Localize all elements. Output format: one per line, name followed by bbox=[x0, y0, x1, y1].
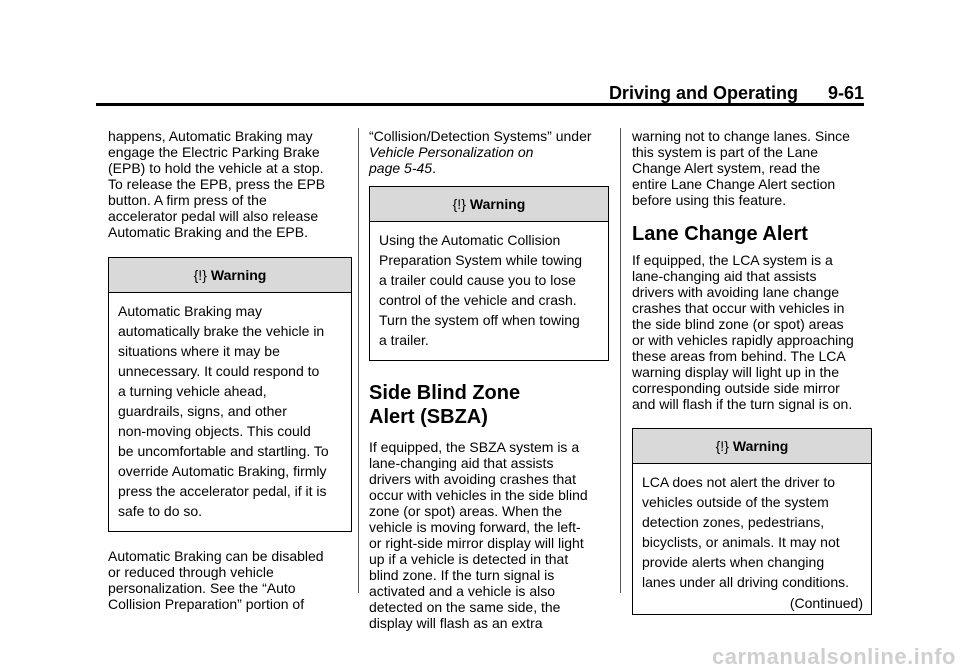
cross-reference-link[interactable]: Vehicle Personalization on bbox=[369, 144, 534, 160]
page-reference-link[interactable]: page 5-45 bbox=[369, 160, 433, 176]
page-number: 9-61 bbox=[827, 83, 864, 103]
warning-text: LCA does not alert the driver to vehicles outside of the system detection zones, pedestrians, bicyclists, or animals. It may not provide alerts when changing lanes under all driving conditions. (Continued) bbox=[642, 474, 863, 611]
warning-icon: {!} bbox=[193, 267, 207, 283]
warning-icon: {!} bbox=[452, 196, 466, 212]
watermark: carmanualsonline.info bbox=[712, 644, 956, 669]
column-divider bbox=[620, 128, 621, 593]
paragraph: happens, Automatic Braking may engage the Electric Parking Brake (EPB) to hold the vehicle at a stop. To release the EPB, press the EPB button. A firm press of the accelerator pedal will also release Automatic Braking and the EPB. bbox=[108, 128, 326, 240]
paragraph: Automatic Braking can be disabled or reduced through vehicle personalization. See the “Auto Collision Preparation” portion of bbox=[108, 548, 324, 612]
section-heading: Side Blind Zone Alert (SBZA) bbox=[369, 382, 521, 428]
warning-box bbox=[108, 257, 352, 532]
continued-label: (Continued) bbox=[789, 595, 863, 611]
paragraph: “Collision/Detection Systems” under Vehicle Personalization on page 5-45. bbox=[369, 128, 592, 176]
warning-icon: {!} bbox=[715, 438, 729, 454]
section-title: Driving and Operating bbox=[608, 83, 798, 103]
column-2 bbox=[369, 128, 609, 631]
paragraph: If equipped, the LCA system is a lane-changing aid that assists drivers with avoiding lane change crashes that occur with vehicles in the side blind zone (or spot) areas or with vehicles rapidly approaching these areas from behind. The LCA warning display will light up in the corresponding outside side mirror and will flash if the turn signal is on. bbox=[632, 252, 854, 412]
section-heading: Lane Change Alert bbox=[632, 223, 808, 245]
column-3 bbox=[632, 128, 872, 615]
warning-header: {!} Warning bbox=[633, 429, 871, 464]
warning-header: {!} Warning bbox=[370, 187, 608, 222]
warning-header: {!} Warning bbox=[109, 258, 351, 293]
warning-box bbox=[632, 428, 872, 615]
warning-box bbox=[369, 186, 609, 361]
header-rule bbox=[96, 103, 864, 106]
page-header bbox=[96, 83, 864, 103]
paragraph: If equipped, the SBZA system is a lane-changing aid that assists drivers with avoiding crashes that occur with vehicles in the side blind zone (or spot) areas. When the vehicle is moving forward, the left- or right-side mirror display will light up if a vehicle is detected in that blind zone. If the turn signal is activated and a vehicle is also detected on the same side, the display will flash as an extra bbox=[369, 439, 588, 631]
column-divider bbox=[358, 128, 359, 593]
paragraph: warning not to change lanes. Since this system is part of the Lane Change Alert system, read the entire Lane Change Alert section before using this feature. bbox=[632, 128, 850, 208]
warning-text: Using the Automatic Collision Preparation System while towing a trailer could cause you to lose control of the vehicle and crash. Turn the system off when towing a trailer. bbox=[379, 232, 583, 348]
warning-text: Automatic Braking may automatically brake the vehicle in situations where it may be unnecessary. It could respond to a turning vehicle ahead, guardrails, signs, and other non-moving objects. This could be uncomfortable and startling. To override Automatic Braking, firmly press the accelerator pedal, if it is safe to do so. bbox=[118, 303, 329, 519]
column-1 bbox=[108, 128, 352, 612]
